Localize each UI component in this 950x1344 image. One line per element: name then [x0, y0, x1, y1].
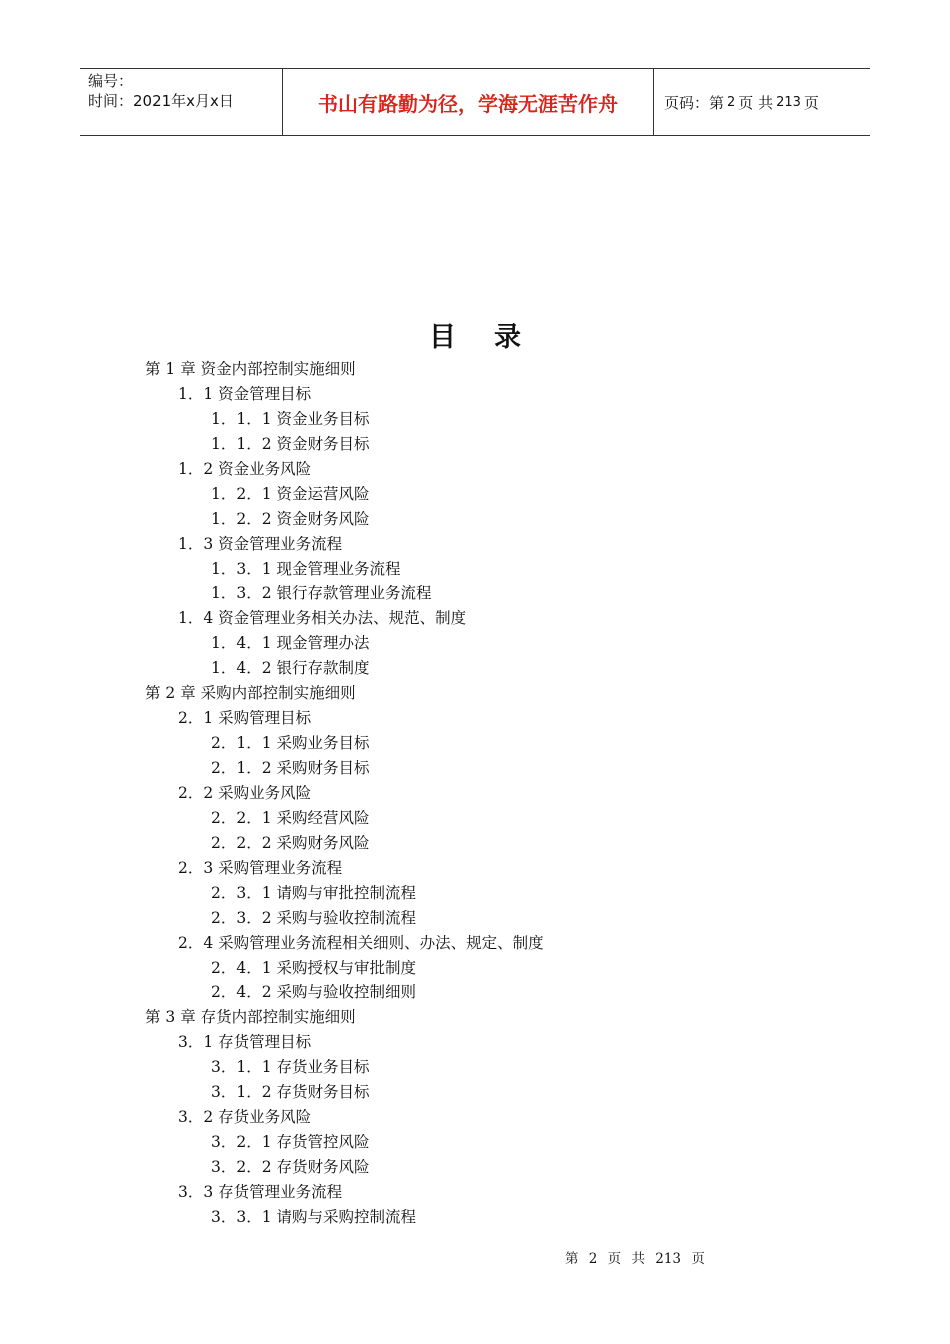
toc-subsection[interactable]: 2．3．1 请购与审批控制流程	[211, 883, 417, 902]
toc-subsection[interactable]: 1．4．2 银行存款制度	[211, 659, 370, 678]
toc-section[interactable]: 1．1 资金管理目标	[178, 384, 312, 403]
page-suffix: 页	[803, 93, 819, 112]
header-motto-cell	[282, 69, 654, 135]
toc-subsection[interactable]: 3．2．2 存货财务风险	[211, 1158, 370, 1176]
toc-subsection[interactable]: 1．1．2 资金财务目标	[211, 434, 370, 453]
toc-subsection[interactable]: 2．3．2 采购与验收控制流程	[211, 908, 417, 927]
header-page-info	[654, 69, 870, 135]
toc-section[interactable]: 3．3 存货管理业务流程	[178, 1182, 343, 1201]
toc-subsection[interactable]: 2．1．2 采购财务目标	[211, 759, 370, 777]
toc-subsection[interactable]: 2．2．1 采购经营风险	[211, 808, 370, 827]
toc-subsection[interactable]: 3．2．1 存货管控风险	[211, 1133, 370, 1152]
toc-section[interactable]: 1．4 资金管理业务相关办法、规范、制度	[178, 609, 467, 628]
toc-chapter[interactable]: 第 1 章 资金内部控制实施细则	[145, 360, 356, 378]
toc-section[interactable]: 3．1 存货管理目标	[178, 1033, 312, 1052]
header-meta	[80, 69, 282, 135]
toc-subsection[interactable]: 2．1．1 采购业务目标	[211, 734, 370, 753]
table-of-contents	[0, 357, 950, 1230]
toc-subsection[interactable]: 3．3．1 请购与采购控制流程	[211, 1207, 417, 1226]
toc-subsection[interactable]: 1．3．2 银行存款管理业务流程	[211, 584, 432, 603]
toc-chapter[interactable]: 第 3 章 存货内部控制实施细则	[145, 1008, 356, 1027]
page-header	[80, 68, 870, 136]
toc-subsection[interactable]: 1．3．1 现金管理业务流程	[211, 559, 401, 578]
page-footer: 第 2 页 共 213 页	[565, 1251, 705, 1267]
header-motto: 书山有路勤为径，学海无涯苦作舟	[318, 91, 618, 116]
toc-section[interactable]: 3．2 存货业务风险	[178, 1108, 312, 1127]
toc-subsection[interactable]: 3．1．2 存货财务目标	[211, 1083, 370, 1102]
page-mid: 页 共	[738, 93, 774, 112]
toc-section[interactable]: 1．2 资金业务风险	[178, 459, 312, 478]
page-current: 2	[727, 94, 736, 110]
toc-section[interactable]: 1．3 资金管理业务流程	[178, 534, 343, 553]
toc-section[interactable]: 2．2 采购业务风险	[178, 783, 312, 802]
toc-subsection[interactable]: 2．4．1 采购授权与审批制度	[211, 958, 417, 977]
toc-subsection[interactable]: 1．2．2 资金财务风险	[211, 509, 370, 528]
toc-section[interactable]: 2．1 采购管理目标	[178, 709, 312, 728]
toc-chapter[interactable]: 第 2 章 采购内部控制实施细则	[145, 684, 356, 703]
toc-subsection[interactable]: 1．2．1 资金运营风险	[211, 484, 370, 503]
serial-label: 编号：	[88, 72, 134, 90]
toc-subsection[interactable]: 3．1．1 存货业务目标	[211, 1058, 370, 1077]
toc-section[interactable]: 2．4 采购管理业务流程相关细则、办法、规定、制度	[178, 933, 544, 952]
page-prefix: 页码：第	[664, 93, 725, 112]
time-label: 时间：2021年x月x日	[88, 92, 234, 110]
toc-title: 目录	[429, 322, 559, 353]
toc-subsection[interactable]: 2．2．2 采购财务风险	[211, 833, 370, 852]
toc-subsection[interactable]: 1．4．1 现金管理办法	[211, 634, 370, 653]
toc-subsection[interactable]: 1．1．1 资金业务目标	[211, 409, 370, 428]
page-total: 213	[776, 94, 801, 110]
toc-section[interactable]: 2．3 采购管理业务流程	[178, 858, 343, 877]
toc-subsection[interactable]: 2．4．2 采购与验收控制细则	[211, 983, 417, 1002]
